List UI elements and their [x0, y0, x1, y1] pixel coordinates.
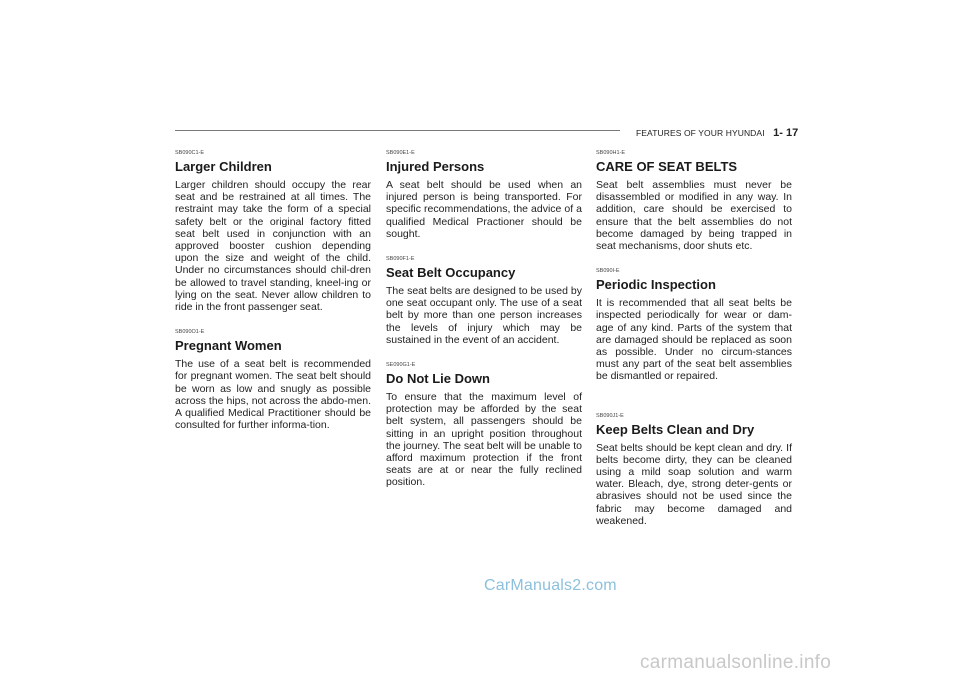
section-heading: Larger Children — [175, 159, 272, 174]
section-heading: Injured Persons — [386, 159, 485, 174]
section-code: SB090H1-E — [596, 150, 626, 156]
section-body: Seat belt assemblies must never be disassembled or modified in any way. In addition, care should be exercised to ensure that the belt assemblies do not become damaged by being trapped in seat mechanisms, door shuts etc. — [596, 179, 792, 253]
section-injured-persons — [386, 150, 582, 240]
column-3 — [596, 150, 792, 543]
section-pregnant-women — [175, 329, 371, 431]
section-code: SB090E1-E — [386, 150, 415, 156]
section-code: SB090O1-E — [175, 329, 205, 336]
section-code: SB090J1-E — [596, 412, 624, 419]
section-body: Larger children should occupy the rear seat and be restrained at all times. The restraint may take the form of a special safety belt or the original factory fitted seat belt used in conjunction with an approved booster cushion depending upon the size and weight of the child. Under no circumstances should chil-dren be allowed to travel standing, kneel-ing or lying on the seat. Never allow children to ride in the front passenger seat. — [175, 179, 371, 314]
section-title: FEATURES OF YOUR HYUNDAI — [636, 128, 765, 138]
section-periodic-inspection — [596, 268, 792, 382]
section-heading: Pregnant Women — [175, 338, 282, 354]
section-heading: Seat Belt Occupancy — [386, 265, 516, 281]
section-code: SE090G1-E — [386, 362, 416, 369]
section-heading: Keep Belts Clean and Dry — [596, 421, 755, 437]
section-heading: Do Not Lie Down — [386, 371, 490, 387]
section-larger-children — [175, 150, 371, 313]
column-1 — [175, 150, 371, 447]
column-2 — [386, 150, 582, 505]
page-number: 1- 17 — [773, 127, 799, 139]
section-body: The seat belts are designed to be used by one seat occupant only. The use of a seat belt by more than one person increases the levels of injury which may be sustained in the event of an accident. — [386, 285, 582, 346]
section-body: It is recommended that all seat belts be inspected periodically for wear or dam-age of any kind. Parts of the system that are damaged should be replaced as soon as possible. Under no circum-stances must any part of the seat belt assemblies be dismantled or repaired. — [596, 297, 792, 383]
section-code: SB090C1-E — [175, 150, 205, 156]
section-heading: CARE OF SEAT BELTS — [596, 159, 738, 174]
section-keep-belts-clean — [596, 413, 792, 527]
footer-watermark: carmanualsonline.info — [640, 652, 832, 673]
header-rule — [175, 130, 620, 131]
page-header — [636, 123, 798, 141]
section-code: SB090F1-E — [386, 256, 415, 263]
section-body: The use of a seat belt is recommended for pregnant women. The seat belt should be worn as low and snugly as possible across the hips, not across the abdo-men. A qualified Medical Practitioner should be consulted for further informa-tion. — [175, 358, 371, 432]
section-body: To ensure that the maximum level of protection may be afforded by the seat belt system, all passengers should be sitting in an upright position throughout the journey. The seat belt will be unable to afford maximum protection if the front seats are at or near the fully reclined position. — [386, 391, 582, 489]
section-code: SB090I-E — [596, 268, 620, 275]
watermark-link[interactable]: CarManuals2.com — [484, 577, 617, 594]
section-body: A seat belt should be used when an injured person is being transported. For specific recommendations, the advice of a qualified Medical Practioner should be sought. — [386, 179, 582, 240]
section-heading: Periodic Inspection — [596, 277, 716, 293]
section-do-not-lie-down — [386, 362, 582, 489]
section-seat-belt-occupancy — [386, 256, 582, 346]
section-body: Seat belts should be kept clean and dry. If belts become dirty, they can be cleaned using a mild soap solution and warm water. Bleach, dye, strong deter-gents or abrasives should not be used since the fabric may become damaged and weakened. — [596, 441, 792, 527]
section-care-of-seat-belts — [596, 150, 792, 252]
